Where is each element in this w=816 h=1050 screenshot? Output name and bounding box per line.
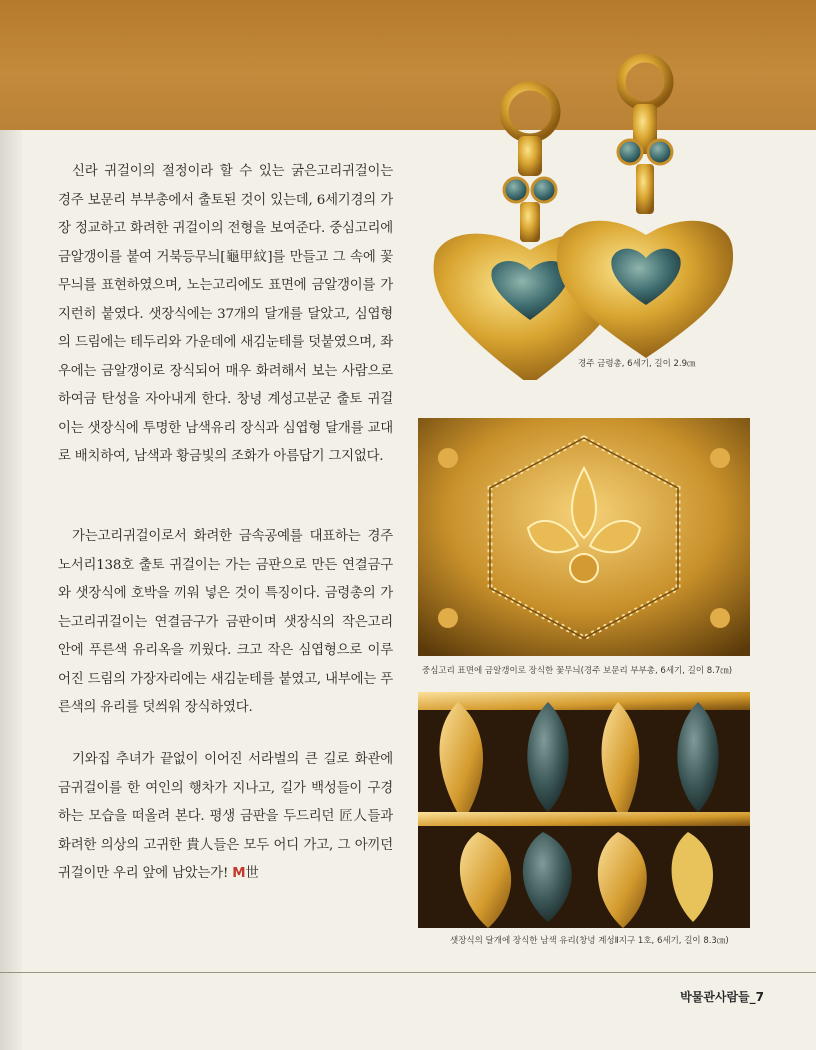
paragraph-2-text: 가는고리귀걸이로서 화려한 금속공예를 대표하는 경주 노서리138호 출토 귀걸이는 가는 금판으로 만든 연결금구와 샛장식에 호박을 끼워 넣은 것이 특징이다. 금령총의 가는고리귀걸이는 연결금구가 금판이며 샛장식의 작은고리 안에 푸른색 유리옥을 끼웠다. 크고 작은 심엽형으로 이루어진 드림의 가장자리에는 새김눈테를 붙였고, 내부에는 푸른색의 유리를 덧씌워 장식하였다. — [58, 529, 393, 715]
paragraph-3-text-block — [58, 746, 393, 889]
granulation-closeup-photo — [418, 418, 750, 656]
photo3-caption: 샛장식의 달개에 장식한 남색 유리(창녕 계성Ⅱ지구 1호, 6세기, 길이 8.3㎝) — [450, 936, 729, 946]
gold-earrings-illustration — [410, 40, 740, 380]
heart-pendants-illustration — [418, 692, 750, 928]
photo2-caption: 중심고리 표면에 금알갱이로 장식한 꽃무늬(경주 보문리 부부총, 6세기, 길이 8.7㎝) — [422, 666, 733, 676]
photo1-caption: 경주 금령총, 6세기, 길이 2.9㎝ — [578, 359, 696, 369]
page-gutter-shadow — [0, 130, 22, 1050]
signature-mark: M — [232, 866, 246, 881]
paragraph-2 — [58, 523, 393, 723]
paragraph-3 — [58, 746, 393, 889]
author-mark: 世 — [245, 866, 259, 881]
pendants-photo — [418, 692, 750, 928]
paragraph-3-text: 기와집 추녀가 끝없이 이어진 서라벌의 큰 길로 화관에 금귀걸이를 한 여인의 행차가 지나고, 길가 백성들이 구경하는 모습을 떠올려 본다. 평생 금판을 두드리던 匠人들과 화려한 의상의 고귀한 貴人들은 모두 어디 가고, 그 아끼던 귀걸이만 우리 앞에 남았는가! — [58, 752, 393, 881]
footer-rule — [0, 972, 816, 973]
earrings-photo — [410, 40, 740, 380]
paragraph-1 — [58, 158, 393, 472]
paragraph-1-text: 신라 귀걸이의 절정이라 할 수 있는 굵은고리귀걸이는 경주 보문리 부부총에서 출토된 것이 있는데, 6세기경의 가장 정교하고 화려한 귀걸이의 전형을 보여준다. 중심고리에 금알갱이를 붙여 거북등무늬[龜甲紋]를 만들고 그 속에 꽃무늬를 표현하였으며, 노는고리에도 표면에 금알갱이를 가지런히 붙였다. 샛장식에는 37개의 달개를 달았고, 심엽형의 드림에는 테두리와 가운데에 새김눈테를 덧붙였으며, 좌우에는 금알갱이로 장식되어 매우 화려해서 보는 사람으로 하여금 탄성을 자아내게 한다. 창녕 계성고분군 출토 귀걸이는 샛장식에 투명한 남색유리 장식과 심엽형 달개를 교대로 배치하여, 남색과 황금빛의 조화가 아름답기 그지없다. — [58, 164, 393, 464]
page-footer: 박물관사람들_7 — [680, 990, 764, 1004]
flower-pattern-illustration — [418, 418, 750, 656]
